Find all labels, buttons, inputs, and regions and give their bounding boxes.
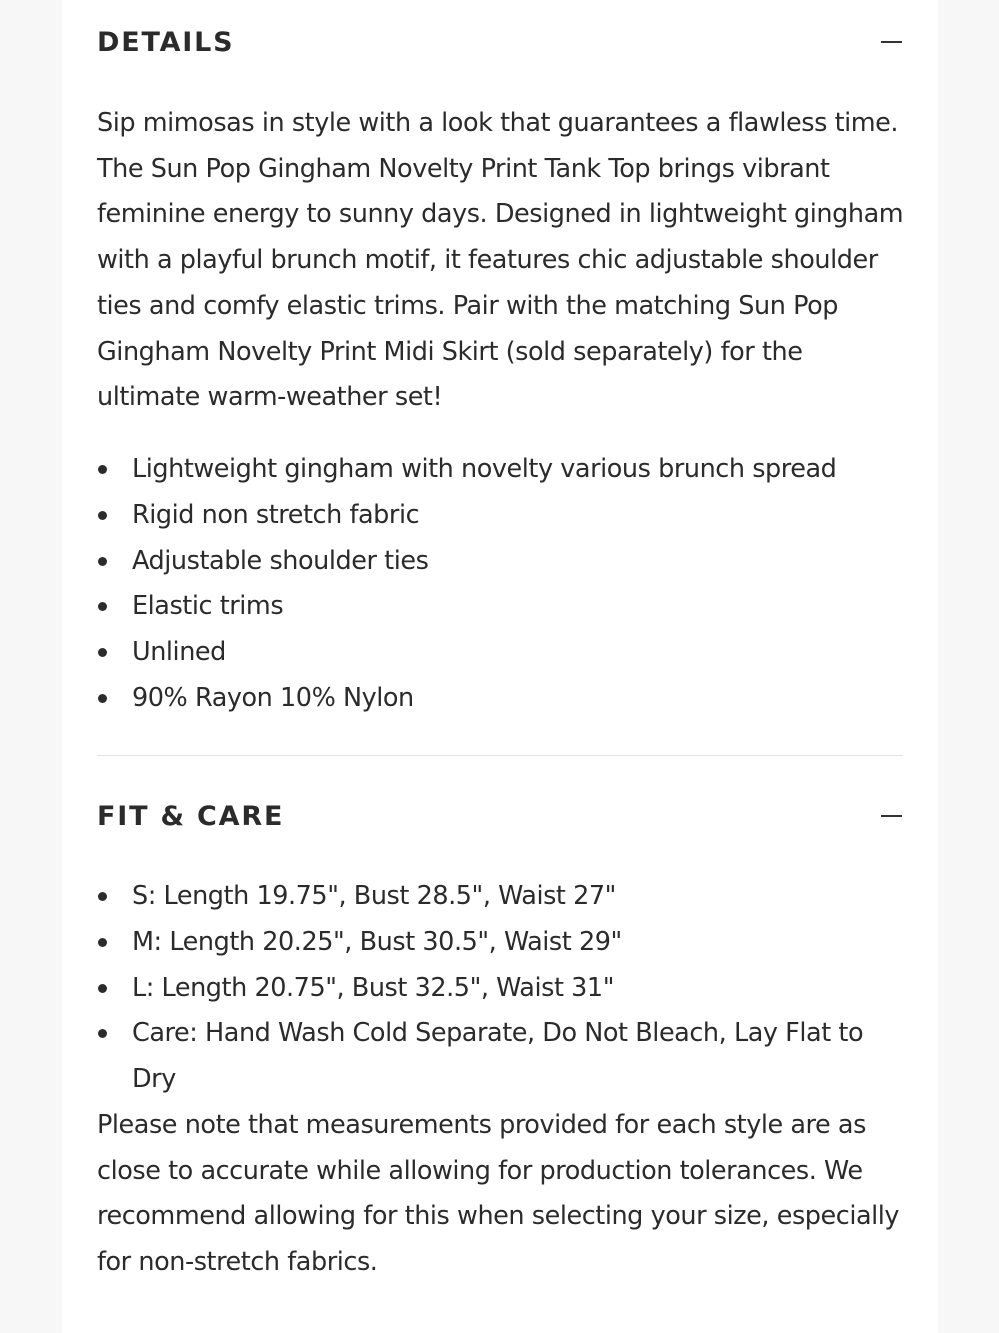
fit-care-title: FIT & CARE: [97, 800, 285, 832]
fit-care-bullet-text: M: Length 20.25", Bust 30.5", Waist 29": [132, 926, 622, 957]
section-divider: [97, 755, 903, 756]
bullet-icon: [98, 465, 107, 474]
details-bullet-text: Elastic trims: [132, 591, 284, 622]
details-bullet-text: Unlined: [132, 637, 226, 668]
fit-care-note: Please note that measurements provided for each style are as close to accurate while allowing for production tolerances. We recommend allowing for this when selecting your size, especially for non-stretch fabrics.: [97, 1110, 900, 1278]
details-bullet-text: Rigid non stretch fabric: [132, 499, 420, 530]
list-item: [97, 874, 907, 920]
bullet-icon: [98, 602, 107, 611]
list-item: [97, 630, 907, 676]
details-bullet-text: Adjustable shoulder ties: [132, 545, 429, 576]
fit-care-bullet-text: Care: Hand Wash Cold Separate, Do Not Bleach, Lay Flat to Dry: [132, 1018, 864, 1095]
bullet-icon: [98, 648, 107, 657]
product-info-panel: [62, 0, 938, 1333]
minus-icon: [881, 41, 902, 43]
bullet-icon: [98, 1029, 107, 1038]
list-item: [97, 493, 907, 539]
minus-icon: [881, 815, 902, 817]
details-bullet-text: 90% Rayon 10% Nylon: [132, 682, 414, 713]
list-item: [97, 966, 907, 1012]
details-bullet-list: [97, 447, 907, 722]
collapse-fit-care-button[interactable]: [879, 804, 903, 828]
list-item: [97, 447, 907, 493]
collapse-details-button[interactable]: [879, 30, 903, 54]
bullet-icon: [98, 511, 107, 520]
details-bullet-text: Lightweight gingham with novelty various brunch spread: [132, 454, 837, 484]
list-item: [97, 920, 907, 966]
bullet-icon: [98, 938, 107, 947]
list-item: [97, 539, 907, 585]
bullet-icon: [98, 984, 107, 993]
fit-care-bullet-text: S: Length 19.75", Bust 28.5", Waist 27": [132, 881, 616, 911]
list-item: [97, 584, 907, 630]
details-header[interactable]: [97, 22, 903, 62]
list-item: [97, 676, 907, 722]
details-description: Sip mimosas in style with a look that guarantees a flawless time. The Sun Pop Gingham Novelty Print Tank Top brings vibrant feminine energy to sunny days. Designed in lightweight gingham with a playful brunch motif, it features chic adjustable shoulder ties and comfy elastic trims. Pair with the matching Sun Pop Gingham Novelty Print Midi Skirt (sold separately) for the ultimate warm-weather set!: [97, 108, 904, 413]
fit-care-bullet-list: [97, 874, 907, 1103]
fit-care-header[interactable]: [97, 796, 903, 836]
bullet-icon: [98, 694, 107, 703]
bullet-icon: [98, 557, 107, 566]
details-title: DETAILS: [97, 26, 235, 58]
list-item: [97, 1011, 907, 1103]
fit-care-bullet-text: L: Length 20.75", Bust 32.5", Waist 31": [132, 972, 614, 1003]
bullet-icon: [98, 892, 107, 901]
